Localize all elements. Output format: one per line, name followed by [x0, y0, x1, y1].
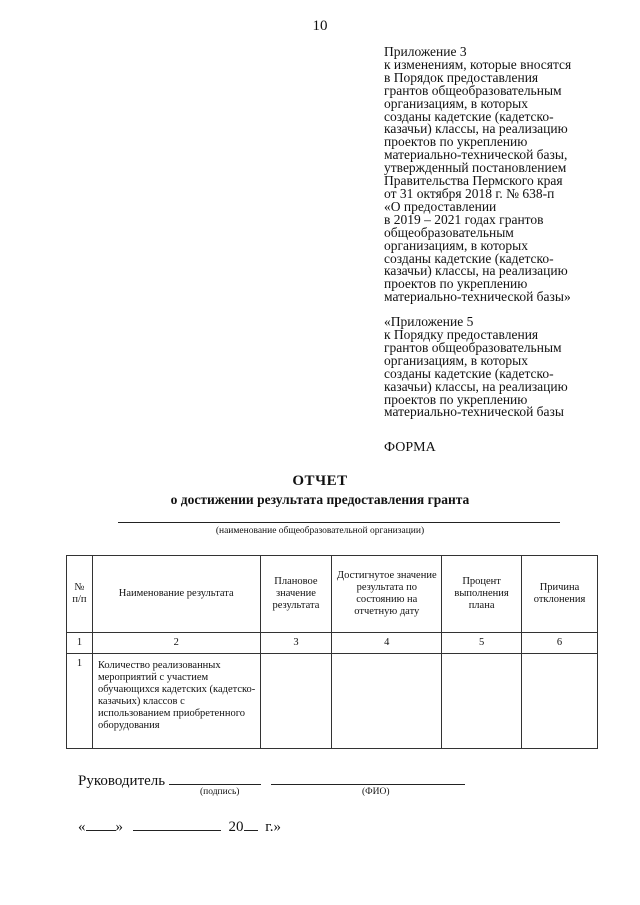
header-cell: Достигнутое значение результата по состоянию на отчетную дату: [332, 556, 442, 633]
appendix-3-line: проектов по укреплению: [384, 276, 528, 292]
report-title: ОТЧЕТ: [292, 473, 348, 489]
appendix-3-line: утвержденный постановлением: [384, 160, 567, 176]
appendix-3-line: грантов общеобразовательным: [384, 82, 562, 98]
column-number: 4: [332, 633, 442, 654]
appendix-5-line: созданы кадетские (кадетско-: [384, 365, 554, 381]
header-cell: Плановое значение результата: [260, 556, 332, 633]
signature-row: [78, 770, 465, 790]
row-number: 1: [67, 654, 93, 749]
appendix-5-line: грантов общеобразовательным: [384, 339, 562, 355]
organization-name-line[interactable]: [118, 522, 560, 523]
signature-label: Руководитель: [78, 773, 166, 789]
appendix-3-line: казачьи) классы, на реализацию: [384, 121, 568, 137]
appendix-3-line: «О предоставлении: [384, 198, 497, 214]
organization-caption: (наименование общеобразовательной организации): [215, 526, 425, 536]
appendix-5-line: организациям, в которых: [384, 352, 528, 368]
plan-value-cell[interactable]: [260, 654, 332, 749]
result-name: Количество реализованных мероприятий с участием обучающихся кадетских (кадетско-казачьих) классов с использованием приобретенного оборудования: [92, 654, 260, 749]
appendix-3-line: в Порядок предоставления: [384, 69, 539, 85]
report-subtitle: о достижении результата предоставления гранта: [170, 492, 470, 507]
day-line[interactable]: [86, 816, 116, 831]
appendix-3-line: общеобразовательным: [384, 224, 514, 240]
date-row: [78, 816, 281, 836]
header-cell: Причина отклонения: [522, 556, 598, 633]
year-prefix: 20: [228, 819, 244, 835]
column-number: 2: [92, 633, 260, 654]
column-number-row: [67, 633, 598, 654]
date-open-quote: «: [78, 819, 86, 835]
header-cell: Процент выполнения плана: [442, 556, 522, 633]
appendix-3-line: от 31 октября 2018 г. № 638-п: [384, 185, 555, 201]
appendix-3-line: в 2019 – 2021 годах грантов: [384, 211, 544, 227]
fio-caption: (ФИО): [362, 787, 390, 797]
form-label: ФОРМА: [384, 440, 436, 455]
appendix-5-line: проектов по укреплению: [384, 391, 528, 407]
report-table: [66, 555, 598, 749]
appendix-header: [384, 46, 624, 419]
appendix-5-line: к Порядку предоставления: [384, 327, 539, 343]
appendix-3-line: материально-технической базы»: [384, 289, 571, 305]
table-header-row: [67, 556, 598, 633]
appendix-3-line: созданы кадетские (кадетско-: [384, 250, 554, 266]
year-line[interactable]: [244, 816, 258, 831]
column-number: 3: [260, 633, 332, 654]
signature-line[interactable]: [169, 770, 261, 785]
appendix-3-line: Правительства Пермского края: [384, 173, 563, 189]
appendix-3-line: созданы кадетские (кадетско-: [384, 108, 554, 124]
column-number: 1: [67, 633, 93, 654]
signature-caption: (подпись): [200, 787, 240, 797]
fio-line[interactable]: [271, 770, 465, 785]
appendix-3-line: Приложение 3: [384, 44, 467, 59]
page-number: 10: [312, 18, 328, 34]
header-cell: № п/п: [67, 556, 93, 633]
column-number: 5: [442, 633, 522, 654]
appendix-5-line: «Приложение 5: [384, 314, 474, 330]
header-cell: Наименование результата: [92, 556, 260, 633]
appendix-5-line: материально-технической базы: [384, 404, 564, 420]
appendix-3-line: казачьи) классы, на реализацию: [384, 263, 568, 279]
appendix-3-line: организациям, в которых: [384, 95, 528, 111]
appendix-3-line: проектов по укреплению: [384, 134, 528, 150]
deviation-reason-cell[interactable]: [522, 654, 598, 749]
date-close-quote: »: [115, 819, 123, 835]
appendix-3-line: к изменениям, которые вносятся: [384, 56, 572, 72]
year-suffix: г.»: [265, 819, 281, 835]
column-number: 6: [522, 633, 598, 654]
appendix-5-line: казачьи) классы, на реализацию: [384, 378, 568, 394]
appendix-3-line: материально-технической базы,: [384, 147, 568, 163]
achieved-value-cell[interactable]: [332, 654, 442, 749]
percent-cell[interactable]: [442, 654, 522, 749]
appendix-3-line: организациям, в которых: [384, 237, 528, 253]
table-row: [67, 654, 598, 749]
month-line[interactable]: [133, 816, 221, 831]
